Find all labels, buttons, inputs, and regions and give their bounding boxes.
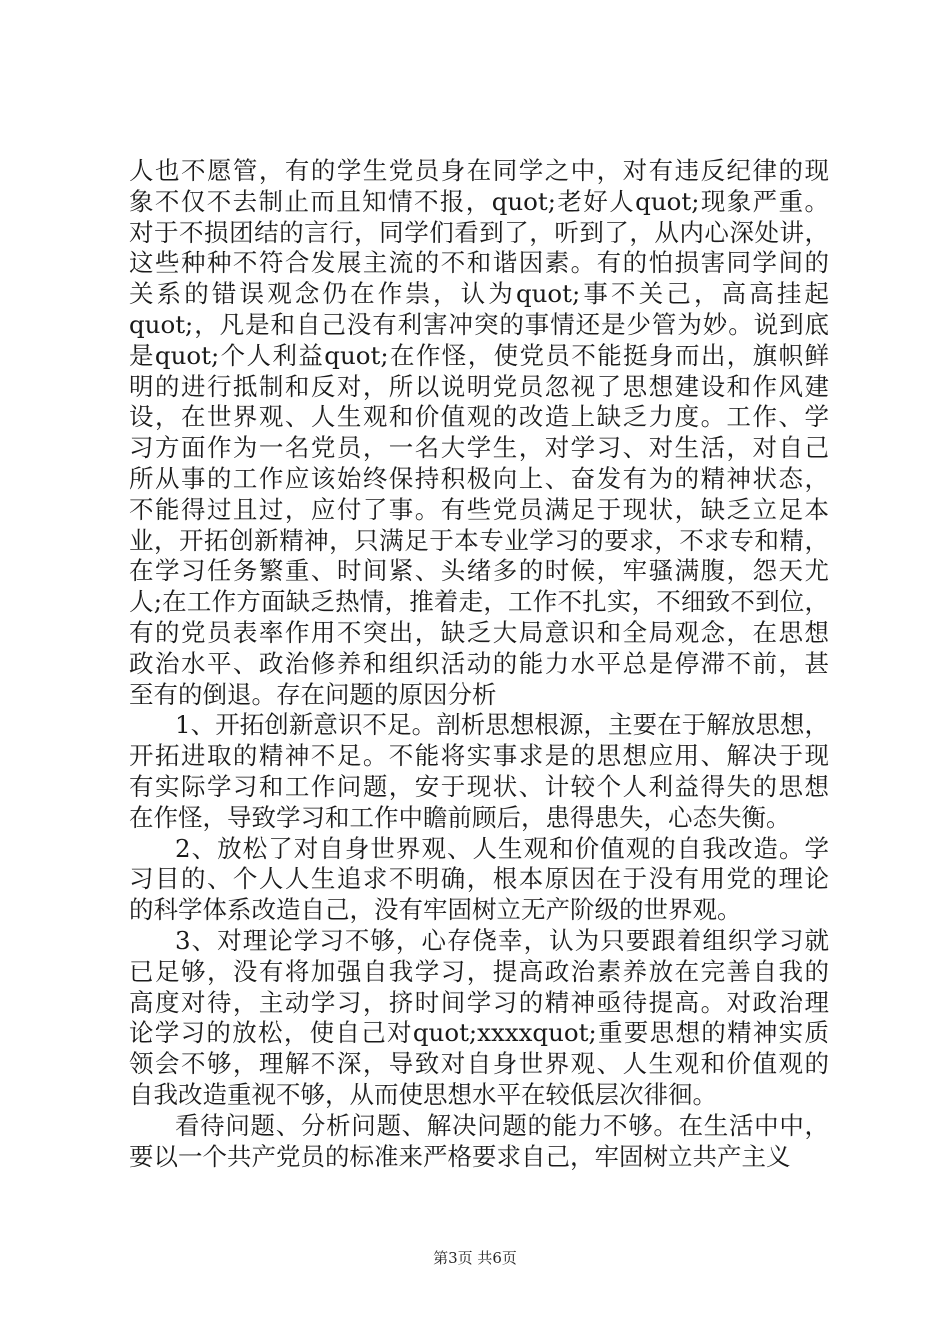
text-line: 1、开拓创新意识不足。剖析思想根源，主要在于解放思想， — [175, 710, 829, 740]
text-line: quot;，凡是和自己没有利害冲突的事情还是少管为妙。说到底 — [129, 309, 829, 339]
text-line: 自我改造重视不够，从而使思想水平在较低层次徘徊。 — [129, 1079, 717, 1109]
text-line: 业，开拓创新精神，只满足于本专业学习的要求，不求专和精， — [129, 525, 829, 555]
text-line: 不能得过且过，应付了事。有些党员满足于现状，缺乏立足本 — [129, 494, 829, 524]
text-line: 在学习任务繁重、时间紧、头绪多的时候，牢骚满腹，怨天尤 — [129, 556, 829, 586]
text-line: 习方面作为一名党员，一名大学生，对学习、对生活，对自己 — [129, 433, 829, 463]
text-line: 所从事的工作应该始终保持积极向上、奋发有为的精神状态， — [129, 463, 829, 493]
document-body — [129, 156, 829, 1172]
text-line: 政治水平、政治修养和组织活动的能力水平总是停滞不前，甚 — [129, 648, 829, 678]
text-line: 看待问题、分析问题、解决问题的能力不够。在生活中中， — [175, 1110, 829, 1140]
paragraph — [129, 834, 829, 926]
text-line: 论学习的放松，使自己对quot;xxxxquot;重要思想的精神实质 — [129, 1018, 829, 1048]
text-line: 人;在工作方面缺乏热情，推着走，工作不扎实，不细致不到位， — [129, 587, 829, 617]
text-line: 已足够，没有将加强自我学习，提高政治素养放在完善自我的 — [129, 956, 829, 986]
text-line: 设，在世界观、人生观和价值观的改造上缺乏力度。工作、学 — [129, 402, 829, 432]
text-line: 有实际学习和工作问题，安于现状、计较个人利益得失的思想 — [129, 771, 829, 801]
text-line: 对于不损团结的言行，同学们看到了，听到了，从内心深处讲， — [129, 217, 829, 247]
text-line: 人也不愿管，有的学生党员身在同学之中，对有违反纪律的现 — [129, 156, 829, 185]
paragraph — [129, 926, 829, 1111]
text-line: 在作怪，导致学习和工作中瞻前顾后，患得患失，心态失衡。 — [129, 802, 791, 832]
text-line: 2、放松了对自身世界观、人生观和价值观的自我改造。学 — [175, 833, 829, 863]
text-line: 的科学体系改造自己，没有牢固树立无产阶级的世界观。 — [129, 895, 742, 925]
text-line: 习目的、个人人生追求不明确，根本原因在于没有用党的理论 — [129, 864, 829, 894]
page-footer: 第3页 共6页 — [433, 1249, 517, 1267]
paragraph — [129, 1111, 829, 1173]
text-line: 领会不够，理解不深，导致对自身世界观、人生观和价值观的 — [129, 1049, 829, 1079]
text-line: 有的党员表率作用不突出，缺乏大局意识和全局观念，在思想 — [129, 617, 829, 647]
text-line: 要以一个共产党员的标准来严格要求自己，牢固树立共产主义 — [129, 1141, 791, 1171]
paragraph — [129, 710, 829, 833]
text-line: 明的进行抵制和反对，所以说明党员忽视了思想建设和作风建 — [129, 371, 829, 401]
text-line: 象不仅不去制止而且知情不报，quot;老好人quot;现象严重。 — [129, 186, 829, 216]
text-line: 关系的错误观念仍在作祟，认为quot;事不关己，高高挂起 — [129, 279, 829, 309]
text-line: 是quot;个人利益quot;在作怪，使党员不能挺身而出，旗帜鲜 — [129, 340, 829, 370]
text-line: 这些种种不符合发展主流的不和谐因素。有的怕损害同学间的 — [129, 248, 829, 278]
text-line: 至有的倒退。存在问题的原因分析 — [129, 679, 497, 709]
text-line: 开拓进取的精神不足。不能将实事求是的思想应用、解决于现 — [129, 741, 829, 771]
text-line: 3、对理论学习不够，心存侥幸，认为只要跟着组织学习就 — [175, 925, 829, 955]
text-line: 高度对待，主动学习，挤时间学习的精神亟待提高。对政治理 — [129, 987, 829, 1017]
paragraph — [129, 156, 829, 710]
